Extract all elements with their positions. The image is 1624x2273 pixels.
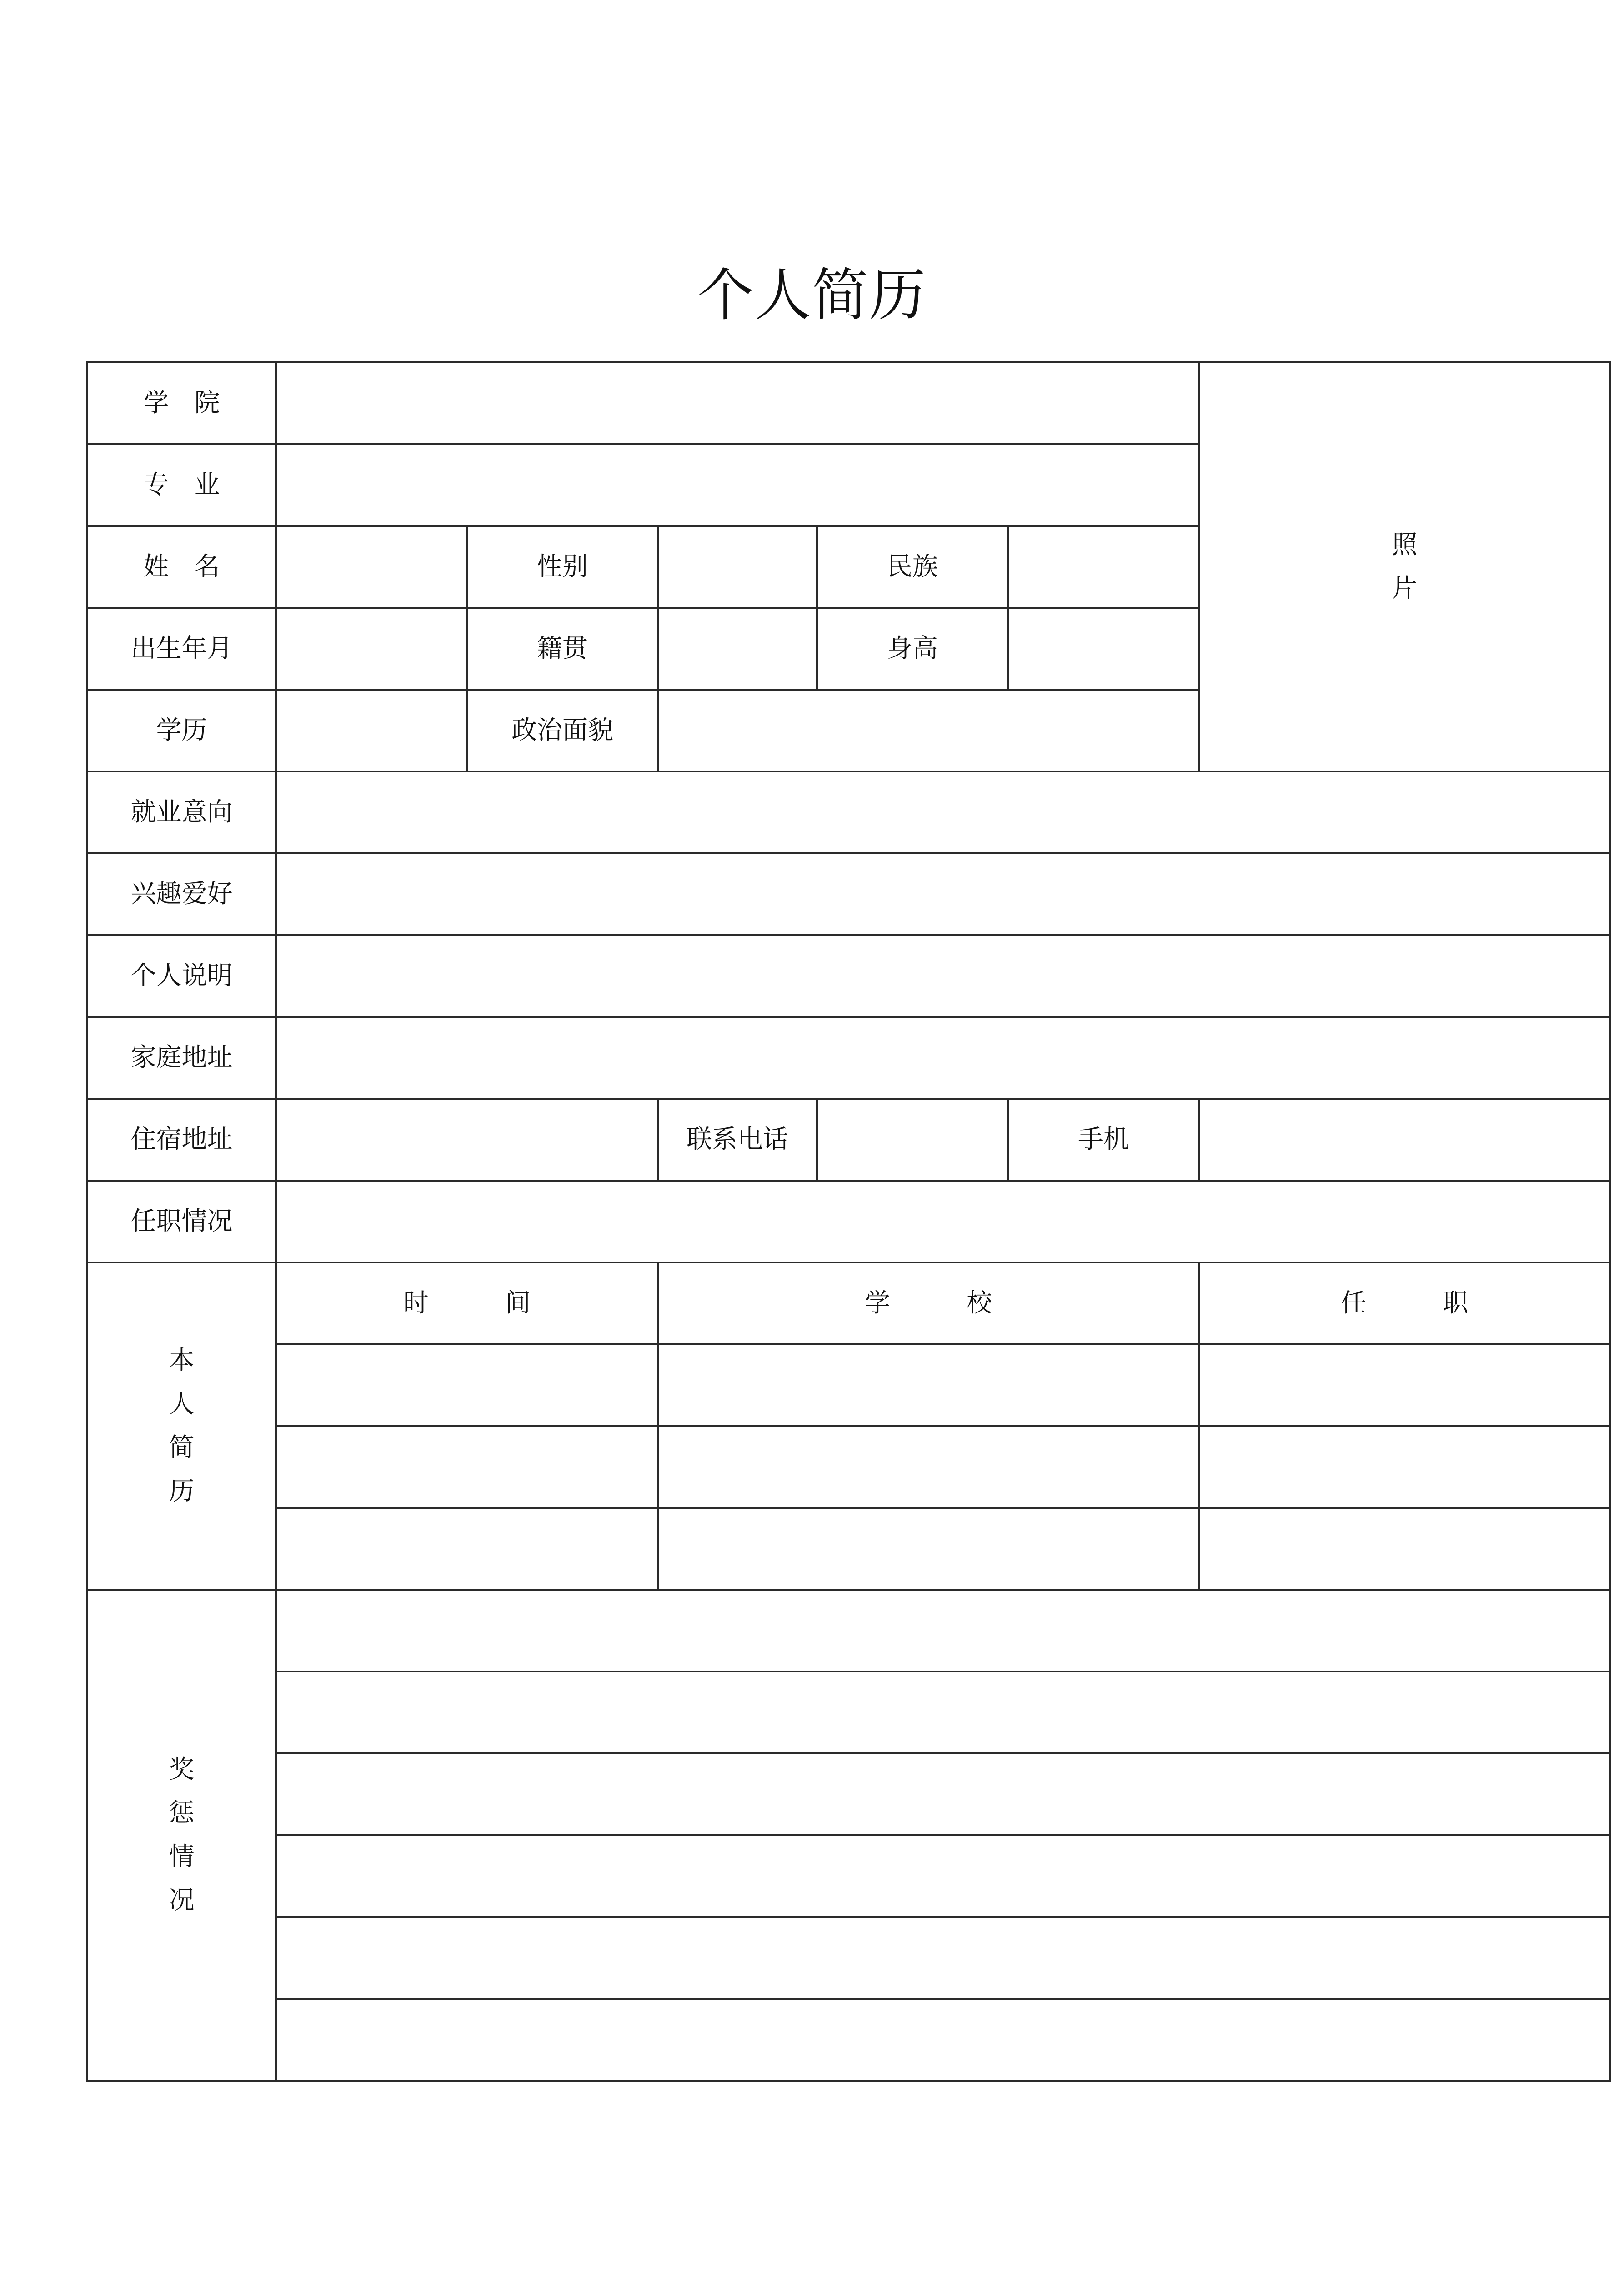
awards-cell[interactable] [276,1590,1610,1672]
height-field[interactable] [1008,608,1199,690]
awards-section-text: 奖 惩 情 况 [169,1755,195,1915]
ethnicity-field[interactable] [1008,526,1199,608]
resume-position-cell[interactable] [1199,1344,1610,1426]
page-title: 个人简历 [697,263,927,328]
label-photo: 照 片 [1392,530,1418,603]
label-education: 学历 [87,690,276,771]
label-birth: 出生年月 [87,608,276,690]
gender-field[interactable] [658,526,817,608]
awards-cell[interactable] [276,1917,1610,1999]
awards-row [87,1835,1610,1917]
hobbies-field[interactable] [276,853,1610,935]
resume-header-time: 时 间 [276,1262,658,1344]
label-height: 身高 [817,608,1008,690]
resume-school-cell[interactable] [658,1426,1199,1508]
label-political-status: 政治面貌 [467,690,658,771]
resume-row [87,1426,1610,1508]
job-intention-field[interactable] [276,771,1610,853]
positions-field[interactable] [276,1181,1610,1262]
row-home-address [87,1017,1610,1099]
label-ethnicity: 民族 [817,526,1008,608]
resume-school-cell[interactable] [658,1508,1199,1590]
dorm-address-field[interactable] [276,1099,658,1181]
resume-section-text: 本 人 简 历 [169,1346,195,1506]
label-dorm-address: 住宿地址 [87,1099,276,1181]
label-job-intention: 就业意向 [87,771,276,853]
awards-row [87,1753,1610,1835]
label-home-address: 家庭地址 [87,1017,276,1099]
resume-school-cell[interactable] [658,1344,1199,1426]
awards-row [87,1672,1610,1753]
label-gender: 性别 [467,526,658,608]
resume-section-label [87,1262,276,1590]
name-field[interactable] [276,526,467,608]
awards-row [87,1999,1610,2081]
college-field[interactable] [276,362,1199,444]
label-name: 姓 名 [87,526,276,608]
awards-row [87,1590,1610,1672]
label-mobile: 手机 [1008,1099,1199,1181]
resume-row [87,1344,1610,1426]
awards-section-label [87,1590,276,2081]
awards-cell[interactable] [276,1753,1610,1835]
resume-row [87,1508,1610,1590]
resume-time-cell[interactable] [276,1508,658,1590]
row-self-description [87,935,1610,1017]
label-hobbies: 兴趣爱好 [87,853,276,935]
row-dorm-address [87,1099,1610,1181]
resume-position-cell[interactable] [1199,1508,1610,1590]
label-phone: 联系电话 [658,1099,817,1181]
political-status-field[interactable] [658,690,1199,771]
resume-header-school: 学 校 [658,1262,1199,1344]
home-address-field[interactable] [276,1017,1610,1099]
education-field[interactable] [276,690,467,771]
label-self-description: 个人说明 [87,935,276,1017]
resume-header-row [87,1262,1610,1344]
mobile-field[interactable] [1199,1099,1610,1181]
resume-header-position: 任 职 [1199,1262,1610,1344]
row-positions [87,1181,1610,1262]
row-college [87,362,1610,444]
row-hobbies [87,853,1610,935]
phone-field[interactable] [817,1099,1008,1181]
label-college: 学 院 [87,362,276,444]
awards-cell[interactable] [276,1835,1610,1917]
label-native-place: 籍贯 [467,608,658,690]
label-positions: 任职情况 [87,1181,276,1262]
resume-form [86,361,1611,2082]
awards-row [87,1917,1610,1999]
resume-time-cell[interactable] [276,1344,658,1426]
awards-cell[interactable] [276,1672,1610,1753]
native-place-field[interactable] [658,608,817,690]
label-major: 专 业 [87,444,276,526]
photo-box[interactable] [1199,362,1610,771]
resume-time-cell[interactable] [276,1426,658,1508]
major-field[interactable] [276,444,1199,526]
resume-position-cell[interactable] [1199,1426,1610,1508]
row-job-intention [87,771,1610,853]
birth-field[interactable] [276,608,467,690]
awards-cell[interactable] [276,1999,1610,2081]
self-description-field[interactable] [276,935,1610,1017]
